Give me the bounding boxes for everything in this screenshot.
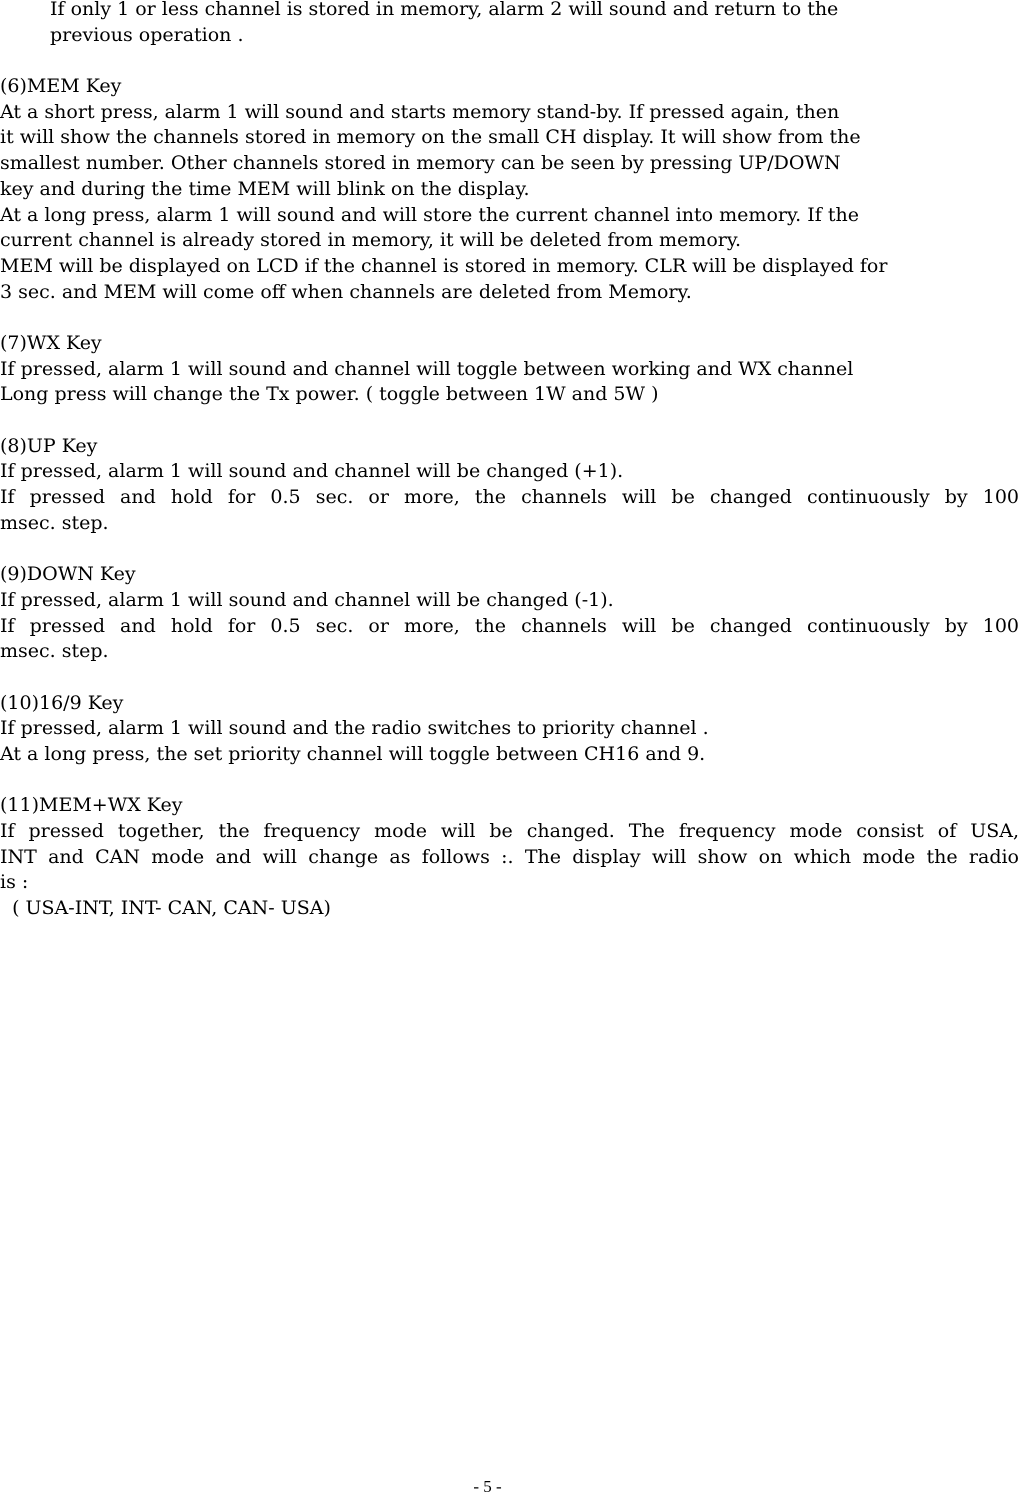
paragraph-line: smallest number. Other channels stored in memory can be seen by pressing UP/DOWN <box>0 152 841 175</box>
section-priority-key <box>0 691 1019 768</box>
paragraph-line: key and during the time MEM will blink on the display. <box>0 177 530 200</box>
intro-line: If only 1 or less channel is stored in memory, alarm 2 will sound and return to the <box>50 0 839 20</box>
section-heading: (10)16/9 Key <box>0 691 124 714</box>
paragraph-line: If pressed, alarm 1 will sound and channel will be changed (+1). <box>0 460 624 483</box>
section-mem-key <box>0 74 1019 305</box>
section-heading: (11)MEM+WX Key <box>0 794 183 817</box>
page-number: - 5 - <box>473 1477 502 1496</box>
paragraph-line: is : <box>0 871 29 894</box>
paragraph-line: INT and CAN mode and will change as follows :. The display will show on which mode the radio <box>0 845 1019 868</box>
paragraph-line: current channel is already stored in memory, it will be deleted from memory. <box>0 229 742 252</box>
paragraph-line: Long press will change the Tx power. ( toggle between 1W and 5W ) <box>0 383 659 406</box>
paragraph-line: If pressed, alarm 1 will sound and channel will toggle between working and WX channel <box>0 357 854 380</box>
section-wx-key <box>0 331 1019 408</box>
paragraph-line: If pressed and hold for 0.5 sec. or more, the channels will be changed continuously by 100 <box>0 614 1019 637</box>
paragraph-line: If pressed and hold for 0.5 sec. or more, the channels will be changed continuously by 100 <box>0 486 1019 509</box>
section-up-key <box>0 434 1019 537</box>
paragraph-line: At a long press, alarm 1 will sound and will store the current channel into memory. If the <box>0 203 859 226</box>
section-heading: (7)WX Key <box>0 331 102 354</box>
intro-line: previous operation . <box>50 23 244 46</box>
paragraph-line: If pressed, alarm 1 will sound and the radio switches to priority channel . <box>0 717 709 740</box>
paragraph-line: At a long press, the set priority channel will toggle between CH16 and 9. <box>0 742 706 765</box>
section-heading: (6)MEM Key <box>0 75 122 98</box>
paragraph-line: it will show the channels stored in memory on the small CH display. It will show from the <box>0 126 861 149</box>
paragraph-line: msec. step. <box>0 511 109 534</box>
intro-paragraph <box>0 0 1019 48</box>
section-mem-wx-key <box>0 793 1019 921</box>
paragraph-line: If pressed, alarm 1 will sound and channel will be changed (-1). <box>0 588 614 611</box>
section-heading: (9)DOWN Key <box>0 563 136 586</box>
section-down-key <box>0 562 1019 665</box>
paragraph-line: ( USA-INT, INT- CAN, CAN- USA) <box>0 897 331 920</box>
paragraph-line: If pressed together, the frequency mode will be changed. The frequency mode consist of USA, <box>0 820 1019 842</box>
paragraph-line: MEM will be displayed on LCD if the channel is stored in memory. CLR will be displayed for <box>0 254 888 277</box>
section-heading: (8)UP Key <box>0 434 98 457</box>
paragraph-line: At a short press, alarm 1 will sound and starts memory stand-by. If pressed again, then <box>0 100 840 123</box>
paragraph-line: msec. step. <box>0 640 109 663</box>
paragraph-line: 3 sec. and MEM will come off when channels are deleted from Memory. <box>0 280 692 303</box>
